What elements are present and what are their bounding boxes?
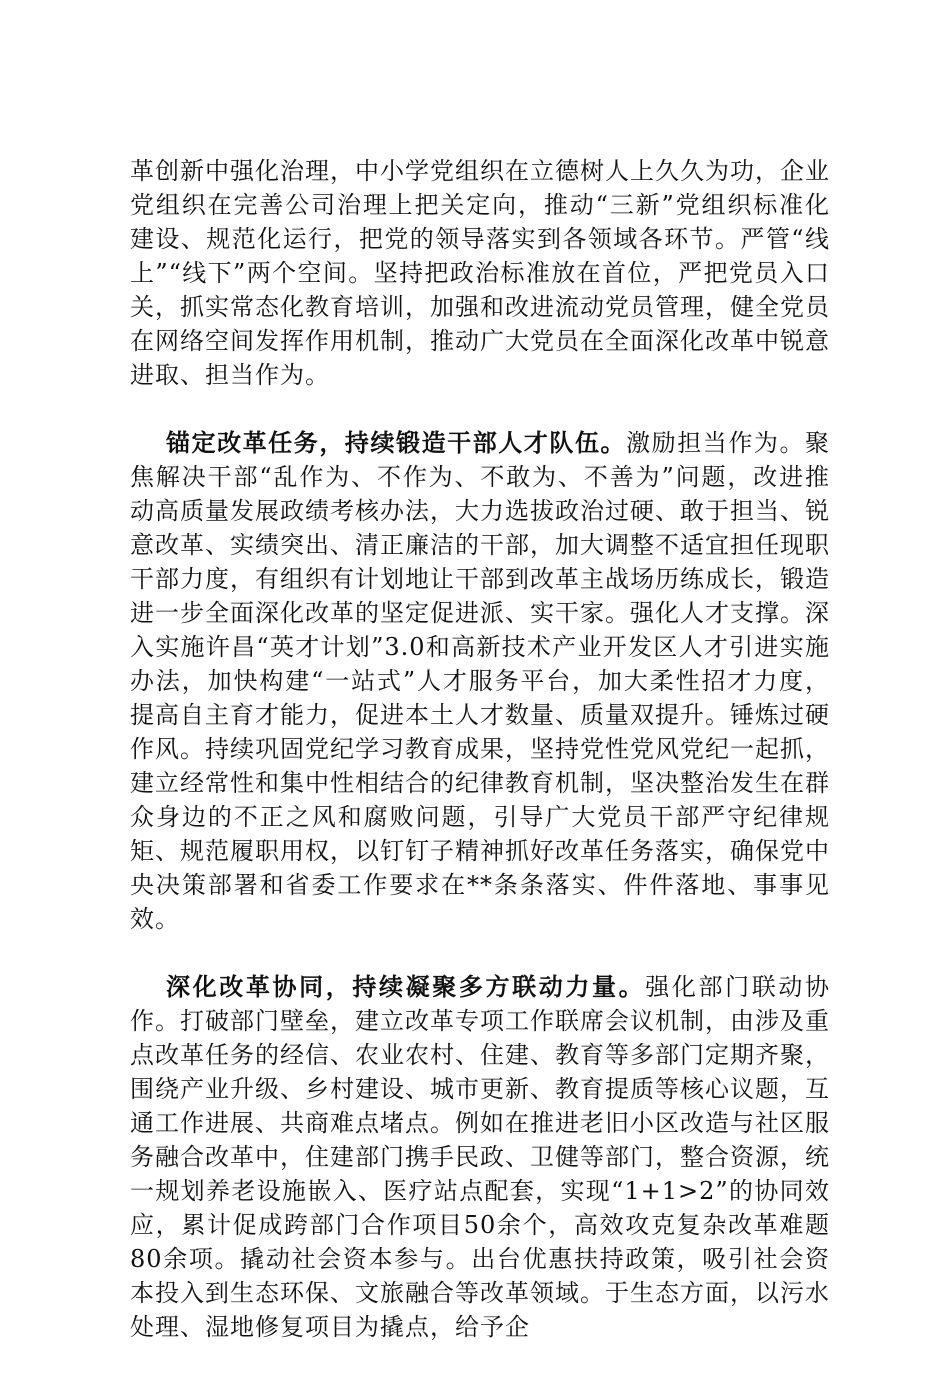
paragraph-3-text: 强化部门联动协作。打破部门壁垒，建立改革专项工作联席会议机制，由涉及重点改革任务的经信、农业农村、住建、教育等多部门定期齐聚，围绕产业升级、乡村建设、城市更新、教育提质等核心议题，互通工作进展、共商难点堵点。例如在推进老旧小区改造与社区服务融合改革中，住建部门携手民政、卫健等部门，整合资源，统一规划养老设施嵌入、医疗站点配套，实现“1+1>2”的协同效应，累计促成跨部门合作项目50余个，高效攻克复杂改革难题80余项。撬动社会资本参与。出台优惠扶持政策，吸引社会资本投入到生态环保、文旅融合等改革领域。于生态方面，以污水处理、湿地修复项目为撬点，给予企 (130, 973, 830, 1341)
paragraph-1-text: 革创新中强化治理，中小学党组织在立德树人上久久为功，企业党组织在完善公司治理上把关定向，推动“三新”党组织标准化建设、规范化运行，把党的领导落实到各领域各环节。严管“线上”“线下”两个空间。坚持把政治标准放在首位，严把党员入口关，抓实常态化教育培训，加强和改进流动党员管理，健全党员在网络空间发挥作用机制，推动广大党员在全面深化改革中锐意进取、担当作为。 (130, 157, 830, 389)
document-page (130, 154, 830, 1378)
paragraph-2 (130, 426, 830, 936)
paragraph-1 (130, 154, 830, 392)
paragraph-3-heading: 深化改革协同，持续凝聚多方联动力量。 (166, 972, 646, 1001)
paragraph-3 (130, 970, 830, 1344)
paragraph-2-text: 激励担当作为。聚焦解决干部“乱作为、不作为、不敢为、不善为”问题，改进推动高质量发展政绩考核办法，大力选拔政治过硬、敢于担当、锐意改革、实绩突出、清正廉洁的干部，加大调整不适宜担任现职干部力度，有组织有计划地让干部到改革主战场历练成长，锻造进一步全面深化改革的坚定促进派、实干家。强化人才支撑。深入实施许昌“英才计划”3.0和高新技术产业开发区人才引进实施办法，加快构建“一站式”人才服务平台，加大柔性招才力度，提高自主育才能力，促进本土人才数量、质量双提升。锤炼过硬作风。持续巩固党纪学习教育成果，坚持党性党风党纪一起抓，建立经常性和集中性相结合的纪律教育机制，坚决整治发生在群众身边的不正之风和腐败问题，引导广大党员干部严守纪律规矩、规范履职用权，以钉钉子精神抓好改革任务落实，确保党中央决策部署和省委工作要求在**条条落实、件件落地、事事见效。 (130, 429, 831, 933)
paragraph-2-heading: 锚定改革任务，持续锻造干部人才队伍。 (166, 428, 627, 457)
